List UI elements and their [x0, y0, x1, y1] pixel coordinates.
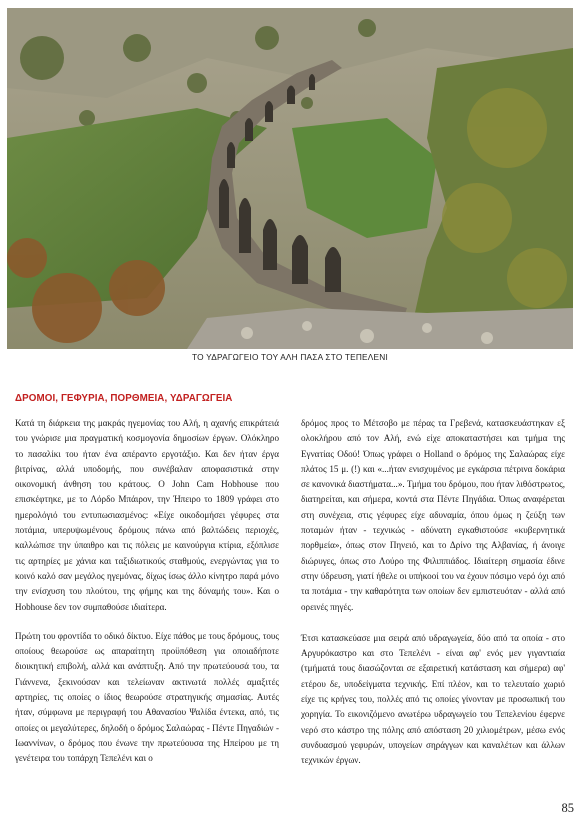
left-column	[15, 416, 279, 767]
right-paragraph-2: Έτσι κατασκεύασε μια σειρά από υδραγωγεία, δύο από τα οποία - στο Αργυρόκαστρο και στο Τεπελένι - είναι αφ' ενός μεν γιγαντιαία (τμήματά τους διασώζονται σε εξαιρετική κατάσταση και σήμερα) αφ' ετέρου δε, υποδείγματα τεχνικής. Επί πλέον, και το τελευταίο χωριό είχε τις κρήνες του, πολλές από τις οποίες γίνονταν με προσωπική του χορηγία. Το εικονιζόμενο ανωτέρω υδραγωγείο του Τεπελενίου έφερνε νερό στο κάστρο της πόλης από απόσταση 20 χιλιομέτρων, μέσω ενός συνδυασμού γεφυρών, υπογείων σηράγγων και καναλέτων και άλλων τεχνικών έργων.	[301, 632, 565, 766]
section-heading: ΔΡΟΜΟΙ, ΓΕΦΥΡΙΑ, ΠΟΡΘΜΕΙΑ, ΥΔΡΑΓΩΓΕΙΑ	[15, 393, 233, 404]
right-paragraph-1: δρόμος προς το Μέτσοβο με πέρας τα Γρεβενά, κατασκευάστηκαν εξ ολοκλήρου από τον Αλή, ενώ είχε αποκαταστήσει και τμήμα της Εγνατίας Οδού! Όπως γράφει ο Holland ο δρόμος της Σαλαώρας είχε πλάτος 15 μ. (!) και «...ήταν ενισχυμένος με εγκάρσια πέτρινα δοκάρια σε κανονικά διαστήματα...». Τμήμα του δρόμου, που ήταν λιθόστρωτος, διατηρείται, και σήμερα, κοντά στα Πέντε Πηγάδια. Όπως αναφέρεται στη συνέχεια, στις γέφυρες είχε αδυναμία, όπου όμως η ζεύξη των ποταμών ήταν - τεχνικώς - αδύνατη εγκαθιστούσε «κυβερνητικά πορθμεία», όπως στον Πηνειό, και το Δρίνο της Αλβανίας, ή άνοιγε διώρυγες, όπως στο Λούρο της Φιλιππιάδος. Ιδιαίτερη σημασία έδινε στην ύδρευση, γιατί ήθελε οι υπήκοοί του να έχουν πόσιμο νερό όχι από τα ποτάμια - την καθαρότητα των οποίων δεν εμπιστευόταν - αλλά από ορεινές πηγές.	[301, 418, 565, 612]
aqueduct-photo	[7, 8, 573, 349]
left-paragraph-1: Κατά τη διάρκεια της μακράς ηγεμονίας του Αλή, η αχανής επικράτειά του γνώρισε μια πραγματική κοσμογονία δημοσίων έργων. Ολόκληρο το πασαλίκι του ήταν ένα απέραντο εργοτάξιο. Και δεν ήταν έργα βιτρίνας, αλλά υποδομής, που συνέβαλαν αποφασιστικά στην οικονομική άνθηση του κράτους. Ο John Cam Hobhouse που επισκέφτηκε, με το Λόρδο Μπάιρον, την Ήπειρο το 1809 γράφει στο ημερολόγιό του εντυπωσιασμένος: «Είχε οικοδομήσει γέφυρες στα ποτάμια, υπερυψωμένους δρόμους πάνω από βαλτώδεις περιοχές, καλλώπισε την ύπαιθρο και τις πόλεις με καινούργια κτίρια, εξόπλισε τις αρτηρίες με χάνια και ταξιδιωτικούς σταθμούς, ενεργώντας για το κοινό καλό σαν μεγάλος ηγεμόνας, δίχως ίσως άλλο κίνητρο παρά μόνο την ενίσχυση του πλούτου, της φήμης και της δύναμής του». Και ο Hobhouse δεν τον συμπαθούσε ιδιαίτερα.	[15, 418, 279, 612]
right-column	[301, 416, 565, 769]
page-number: 85	[561, 801, 574, 815]
left-paragraph-2: Πρώτη του φροντίδα το οδικό δίκτυο. Είχε πάθος με τους δρόμους, τους οποίους θεωρούσε ως απαραίτητη προϋπόθεση για οποιαδήποτε διοικητική επιβολή, αλλά και ανάπτυξη. Από την πρωτεύουσά του, τα Γιάννενα, ξεκινούσαν και τελείωναν ακτινωτά πολλές αμαξιτές αρτηρίες, τις οποίες ο ίδιος θεωρούσε στρατηγικής σημασίας. Αυτές ήταν, σύμφωνα με περιγραφή του Αθανασίου Ψαλίδα έντεκα, από, τις οποίες οι μεγαλύτερες, δηλοδή ο δρόμος Σαλαώρας - Πέντε Πηγαδιών - Ιωαννίνων, ο δρόμος που ένωνε την πρωτεύουσα της Ηπείρου με τη γενέτειρα του τοπάρχη Τεπελένι και ο	[15, 630, 279, 764]
photo-caption: ΤΟ ΥΔΡΑΓΩΓΕΙΟ ΤΟΥ ΑΛΗ ΠΑΣΑ ΣΤΟ ΤΕΠΕΛΕΝΙ	[192, 352, 388, 362]
